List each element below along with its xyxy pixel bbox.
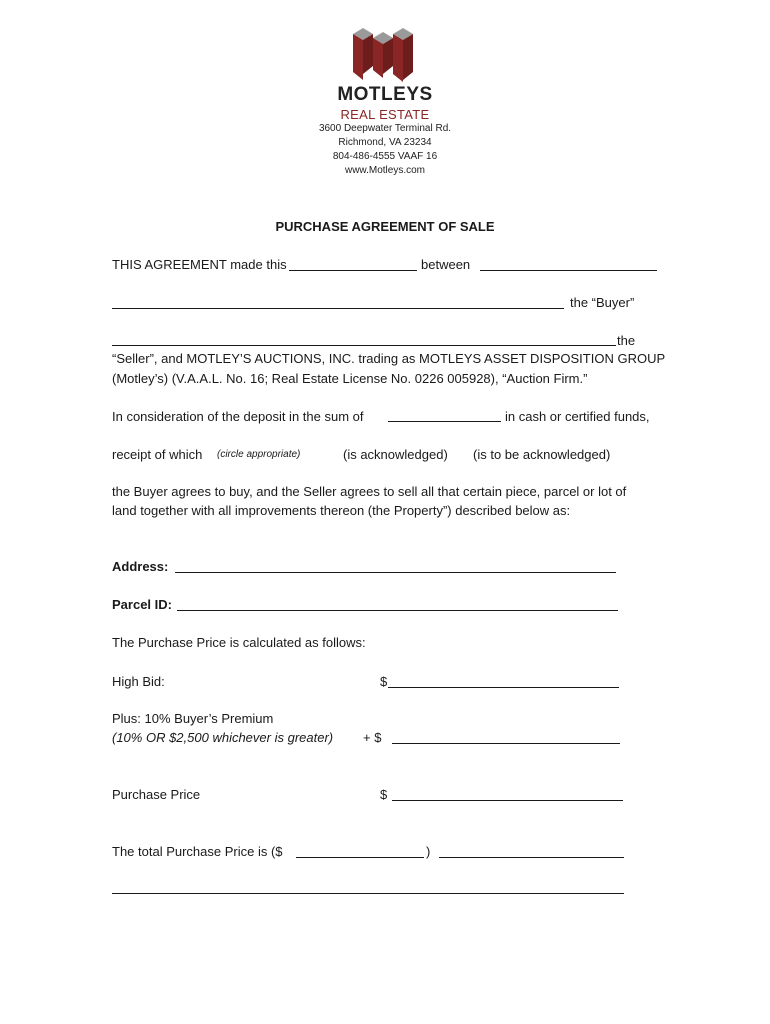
total-price-words-blank[interactable] — [439, 857, 624, 858]
address-line-2: Richmond, VA 23234 — [338, 137, 432, 148]
agreement-made-text: THIS AGREEMENT made this — [112, 257, 287, 272]
premium-blank[interactable] — [392, 743, 620, 744]
document-title: PURCHASE AGREEMENT OF SALE — [275, 219, 495, 234]
address-line-1: 3600 Deepwater Terminal Rd. — [318, 123, 452, 134]
is-acknowledged-option[interactable]: (is acknowledged) — [343, 447, 448, 462]
parcel-id-label: Parcel ID: — [112, 597, 172, 612]
high-bid-blank[interactable] — [388, 687, 619, 688]
address-blank[interactable] — [175, 572, 616, 573]
brand-subtitle: REAL ESTATE — [340, 107, 430, 122]
purchase-price-label: Purchase Price — [112, 787, 201, 802]
high-bid-dollar: $ — [380, 674, 388, 689]
between-party-blank[interactable] — [480, 270, 657, 271]
purchase-price-dollar: $ — [380, 787, 388, 802]
brand-name: MOTLEYS — [337, 84, 433, 105]
premium-label-line-1: Plus: 10% Buyer’s Premium — [112, 711, 274, 726]
motleys-logo-icon — [349, 24, 421, 86]
deposit-prefix: In consideration of the deposit in the sum of — [112, 409, 364, 424]
the-text: the — [617, 333, 636, 348]
purchase-price-blank[interactable] — [392, 800, 623, 801]
buyer-name-blank[interactable] — [112, 308, 564, 309]
premium-plus-dollar: + $ — [363, 730, 382, 745]
seller-text-line-1: “Seller”, and MOTLEY’S AUCTIONS, INC. trading as MOTLEYS ASSET DISPOSITION GROUP — [112, 351, 666, 366]
between-text: between — [421, 257, 471, 272]
buyer-label: the “Buyer” — [570, 295, 635, 310]
phone-line: 804-486-4555 VAAF 16 — [332, 151, 438, 162]
total-price-amount-blank[interactable] — [296, 857, 424, 858]
website: www.Motleys.com — [344, 165, 425, 176]
deposit-amount-blank[interactable] — [388, 421, 501, 422]
date-blank[interactable] — [289, 270, 417, 271]
agreement-text-line-1: the Buyer agrees to buy, and the Seller agrees to sell all that certain piece, parcel or lot of — [112, 484, 627, 499]
total-price-words-continuation-blank[interactable] — [112, 893, 624, 894]
high-bid-label: High Bid: — [112, 674, 165, 689]
address-label: Address: — [112, 559, 169, 574]
agreement-text-line-2: land together with all improvements thereon (the Property”) described below as: — [112, 503, 571, 518]
is-to-be-acknowledged-option[interactable]: (is to be acknowledged) — [473, 447, 611, 462]
total-close-paren: ) — [426, 844, 431, 859]
total-price-text: The total Purchase Price is ($ — [112, 844, 283, 859]
deposit-suffix: in cash or certified funds, — [505, 409, 650, 424]
circle-appropriate-note: (circle appropriate) — [217, 449, 301, 460]
premium-label-line-2: (10% OR $2,500 whichever is greater) — [112, 730, 334, 745]
seller-text-line-2: (Motley’s) (V.A.A.L. No. 16; Real Estate License No. 0226 005928), “Auction Firm.” — [112, 371, 588, 386]
purchase-calc-text: The Purchase Price is calculated as follows: — [112, 635, 366, 650]
receipt-text: receipt of which — [112, 447, 203, 462]
parcel-id-blank[interactable] — [177, 610, 618, 611]
seller-name-blank[interactable] — [112, 345, 616, 346]
